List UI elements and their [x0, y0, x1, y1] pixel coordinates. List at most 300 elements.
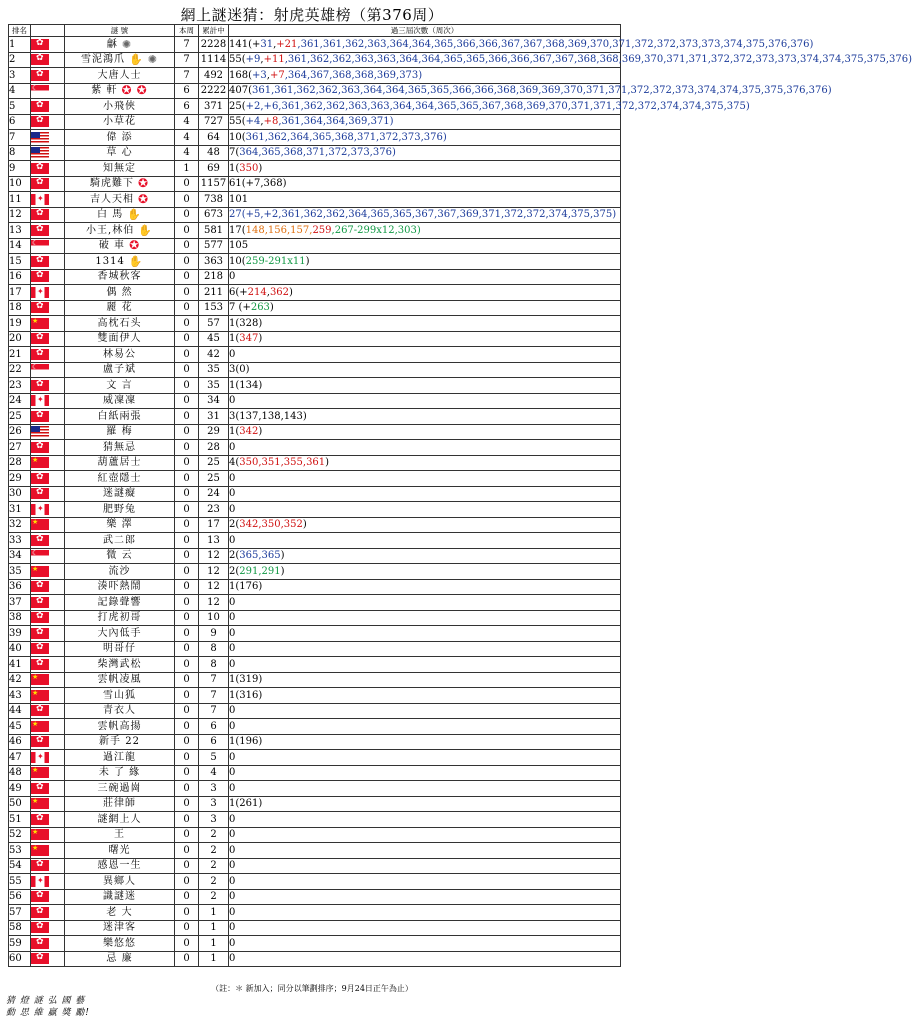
history-cell	[229, 579, 621, 595]
table-row	[9, 641, 621, 657]
total-cell: 738	[199, 192, 229, 208]
week-cell: 0	[175, 858, 199, 874]
name-cell	[65, 424, 175, 440]
table-row	[9, 657, 621, 673]
history-cell	[229, 238, 621, 254]
history-segment: ,364,367,368,368,369,373)	[284, 69, 423, 81]
name-cell	[65, 145, 175, 161]
history-segment: 31	[260, 38, 274, 50]
total-cell: 12	[199, 548, 229, 564]
week-cell: 0	[175, 610, 199, 626]
history-cell	[229, 688, 621, 704]
rank-cell: 31	[9, 502, 31, 518]
week-cell: 0	[175, 362, 199, 378]
name-cell	[65, 626, 175, 642]
name-cell	[65, 781, 175, 797]
flag-icon-hk	[31, 628, 49, 639]
history-segment: 148,156,157,	[245, 224, 313, 236]
name-cell	[65, 564, 175, 580]
flag-icon-hk	[31, 302, 49, 313]
flag-cell	[31, 843, 65, 859]
total-cell: 153	[199, 300, 229, 316]
rank-cell: 4	[9, 83, 31, 99]
rank-cell: 1	[9, 37, 31, 53]
flag-cell	[31, 378, 65, 394]
history-segment: 168(	[229, 69, 252, 81]
history-segment: 1(319)	[229, 674, 263, 686]
flag-cell	[31, 192, 65, 208]
week-cell: 0	[175, 207, 199, 223]
table-row	[9, 936, 621, 952]
table-row	[9, 161, 621, 177]
name-cell	[65, 796, 175, 812]
history-cell	[229, 223, 621, 239]
name-cell	[65, 517, 175, 533]
player-name: 流沙	[108, 565, 131, 577]
flag-cell	[31, 564, 65, 580]
table-row	[9, 672, 621, 688]
flag-icon-hk	[31, 256, 49, 267]
flag-icon-hk	[31, 953, 49, 964]
history-segment: 0	[229, 441, 236, 453]
history-segment: 0	[229, 937, 236, 949]
flag-cell	[31, 533, 65, 549]
history-cell	[229, 750, 621, 766]
player-name: 紅壺隱士	[97, 472, 142, 484]
total-cell: 577	[199, 238, 229, 254]
total-cell: 10	[199, 610, 229, 626]
name-cell	[65, 207, 175, 223]
name-cell	[65, 672, 175, 688]
history-segment: 0	[229, 503, 236, 515]
flag-icon-hk	[31, 488, 49, 499]
history-segment: 6(+	[229, 286, 248, 298]
flag-icon-hk	[31, 163, 49, 174]
table-row	[9, 362, 621, 378]
flag-cell	[31, 440, 65, 456]
flag-icon-hk	[31, 783, 49, 794]
history-cell	[229, 781, 621, 797]
rank-cell: 41	[9, 657, 31, 673]
name-cell	[65, 99, 175, 115]
rank-cell: 44	[9, 703, 31, 719]
player-name: 莊律師	[103, 798, 136, 810]
flag-icon-hk	[31, 473, 49, 484]
history-segment: 350,351,355,361	[239, 457, 326, 469]
table-row	[9, 471, 621, 487]
name-cell	[65, 533, 175, 549]
table-row	[9, 316, 621, 332]
hand-icon: ✋	[128, 254, 144, 268]
header-rank: 排名	[9, 25, 31, 37]
week-cell: 0	[175, 905, 199, 921]
name-cell	[65, 486, 175, 502]
history-segment: )	[302, 519, 307, 531]
total-cell: 1157	[199, 176, 229, 192]
rank-cell: 2	[9, 52, 31, 68]
rank-cell: 13	[9, 223, 31, 239]
name-cell	[65, 471, 175, 487]
flag-cell	[31, 207, 65, 223]
star-icon: ✪	[137, 176, 150, 191]
player-name: 威凜凜	[103, 395, 136, 407]
history-segment: 0	[229, 348, 236, 360]
table-row	[9, 300, 621, 316]
history-cell	[229, 68, 621, 84]
total-cell: 3	[199, 781, 229, 797]
table-row	[9, 548, 621, 564]
rank-cell: 47	[9, 750, 31, 766]
name-cell	[65, 905, 175, 921]
table-row	[9, 951, 621, 967]
name-cell	[65, 161, 175, 177]
flag-icon-hk	[31, 442, 49, 453]
name-cell	[65, 130, 175, 146]
total-cell: 8	[199, 657, 229, 673]
player-name: 王	[114, 829, 125, 841]
table-row	[9, 595, 621, 611]
week-cell: 0	[175, 517, 199, 533]
history-segment: 0	[229, 596, 236, 608]
week-cell: 4	[175, 145, 199, 161]
history-cell	[229, 951, 621, 967]
total-cell: 2	[199, 889, 229, 905]
history-cell	[229, 393, 621, 409]
history-cell	[229, 254, 621, 270]
week-cell: 0	[175, 548, 199, 564]
history-cell	[229, 409, 621, 425]
rank-cell: 39	[9, 626, 31, 642]
week-cell: 0	[175, 734, 199, 750]
history-cell	[229, 858, 621, 874]
total-cell: 3	[199, 812, 229, 828]
history-segment: 105	[229, 240, 249, 252]
hand-icon: ✋	[129, 53, 144, 67]
history-segment: +11	[263, 54, 285, 66]
table-row	[9, 393, 621, 409]
history-cell	[229, 269, 621, 285]
history-segment: 0	[229, 875, 236, 887]
header-name: 謎 號	[65, 25, 175, 37]
total-cell: 2	[199, 874, 229, 890]
table-row	[9, 254, 621, 270]
rank-cell: 26	[9, 424, 31, 440]
name-cell	[65, 316, 175, 332]
table-row	[9, 719, 621, 735]
name-cell	[65, 68, 175, 84]
player-name: 龢	[106, 38, 118, 50]
flag-cell	[31, 812, 65, 828]
total-cell: 8	[199, 641, 229, 657]
table-row	[9, 269, 621, 285]
history-cell	[229, 796, 621, 812]
total-cell: 7	[199, 703, 229, 719]
week-cell: 7	[175, 68, 199, 84]
name-cell	[65, 83, 175, 99]
flag-cell	[31, 719, 65, 735]
history-segment: 0	[229, 472, 236, 484]
header-flag	[31, 25, 65, 37]
rank-cell: 58	[9, 920, 31, 936]
flag-icon-hk	[31, 860, 49, 871]
week-cell: 0	[175, 920, 199, 936]
history-cell	[229, 99, 750, 115]
player-name: 大內低手	[97, 627, 142, 639]
name-cell	[65, 300, 175, 316]
page-title: 網上謎迷猜：射虎英雄榜（第376周）	[180, 6, 444, 24]
total-cell: 13	[199, 533, 229, 549]
history-cell	[229, 378, 621, 394]
flag-cell	[31, 455, 65, 471]
flag-cell	[31, 502, 65, 518]
name-cell	[65, 52, 175, 68]
history-cell	[229, 176, 621, 192]
history-segment: 1(134)	[229, 379, 263, 391]
table-row	[9, 486, 621, 502]
flag-cell	[31, 130, 65, 146]
rank-cell: 34	[9, 548, 31, 564]
player-name: 記錄聲響	[97, 596, 142, 608]
history-segment: 0	[229, 705, 236, 717]
table-row	[9, 796, 621, 812]
history-segment: 1(	[229, 333, 240, 345]
history-segment: 350	[239, 162, 259, 174]
rank-cell: 32	[9, 517, 31, 533]
week-cell: 0	[175, 223, 199, 239]
history-segment: 364,365,368,371,372,373,376)	[239, 147, 396, 159]
week-cell: 0	[175, 424, 199, 440]
table-row	[9, 455, 621, 471]
history-segment: 0	[229, 953, 236, 965]
history-segment: 61(+7,368)	[229, 178, 287, 190]
total-cell: 6	[199, 734, 229, 750]
player-name: 大唐人士	[97, 69, 142, 81]
table-row	[9, 734, 621, 750]
week-cell: 0	[175, 564, 199, 580]
week-cell: 0	[175, 626, 199, 642]
table-row	[9, 238, 621, 254]
flag-cell	[31, 393, 65, 409]
history-segment: 1(	[229, 162, 240, 174]
header-row	[9, 25, 621, 37]
player-name: 樂悠悠	[103, 937, 136, 949]
history-segment: 361,362,364,365,368,371,372,373,376)	[245, 131, 447, 143]
history-segment: ,361,362,362,363,363,364,364,365,365,366,366,367,367,368,368,369,370,371,371,372,372,373,373,374,374,375,375,376)	[284, 54, 912, 66]
week-cell: 6	[175, 99, 199, 115]
flag-cell	[31, 781, 65, 797]
week-cell: 0	[175, 393, 199, 409]
history-segment: 0	[229, 627, 236, 639]
history-segment: 362	[269, 286, 290, 298]
total-cell: 1	[199, 936, 229, 952]
flag-cell	[31, 517, 65, 533]
week-cell: 7	[175, 52, 199, 68]
rank-cell: 10	[9, 176, 31, 192]
flag-cell	[31, 920, 65, 936]
name-cell	[65, 812, 175, 828]
player-name: 破 車	[98, 240, 126, 252]
history-segment: 365,365	[239, 550, 281, 562]
name-cell	[65, 238, 175, 254]
rank-cell: 28	[9, 455, 31, 471]
history-cell	[229, 936, 621, 952]
week-cell: 0	[175, 378, 199, 394]
rank-cell: 35	[9, 564, 31, 580]
player-name: 微 云	[106, 550, 133, 562]
history-cell	[229, 37, 814, 53]
hand-icon: ✋	[138, 223, 153, 237]
player-name: 白紙兩張	[97, 410, 142, 422]
week-cell: 0	[175, 176, 199, 192]
player-name: 羅 梅	[106, 426, 133, 438]
history-segment: 1(261)	[229, 798, 263, 810]
rank-cell: 19	[9, 316, 31, 332]
history-cell	[229, 517, 621, 533]
flag-icon-hk	[31, 922, 49, 933]
history-segment: +7	[269, 69, 285, 81]
flag-cell	[31, 951, 65, 967]
table-row	[9, 114, 621, 130]
flag-cell	[31, 52, 65, 68]
history-cell	[229, 114, 621, 130]
history-segment: 342,350,352	[239, 519, 303, 531]
star-icon: ✪	[121, 83, 133, 98]
flag-cell	[31, 595, 65, 611]
table-row	[9, 765, 621, 781]
history-cell	[229, 207, 621, 223]
leaderboard-table	[8, 24, 912, 967]
history-segment: 0	[229, 844, 236, 856]
history-segment: 0	[229, 658, 236, 670]
total-cell: 371	[199, 99, 229, 115]
flag-cell	[31, 409, 65, 425]
table-row	[9, 688, 621, 704]
week-cell: 0	[175, 951, 199, 967]
rank-cell: 59	[9, 936, 31, 952]
rank-cell: 25	[9, 409, 31, 425]
flag-cell	[31, 68, 65, 84]
rank-cell: 24	[9, 393, 31, 409]
rank-cell: 38	[9, 610, 31, 626]
player-name: 林易公	[103, 348, 136, 360]
history-segment: 3(137,138,143)	[229, 410, 307, 422]
flag-cell	[31, 254, 65, 270]
history-cell	[229, 331, 621, 347]
history-segment: 259-291x11	[245, 255, 306, 267]
player-name: 迷謎癡	[103, 488, 136, 500]
total-cell: 29	[199, 424, 229, 440]
table-row	[9, 37, 621, 53]
total-cell: 1114	[199, 52, 229, 68]
table-row	[9, 424, 621, 440]
table-row	[9, 130, 621, 146]
name-cell	[65, 192, 175, 208]
name-cell	[65, 936, 175, 952]
history-cell	[229, 703, 621, 719]
history-segment: 0	[229, 271, 236, 283]
rank-cell: 8	[9, 145, 31, 161]
total-cell: 35	[199, 378, 229, 394]
history-segment: 0	[229, 643, 236, 655]
flag-icon-cn	[31, 845, 49, 856]
flag-icon-hk	[31, 597, 49, 608]
rank-cell: 6	[9, 114, 31, 130]
week-cell: 0	[175, 781, 199, 797]
total-cell: 12	[199, 595, 229, 611]
flag-icon-sg	[31, 364, 49, 375]
history-segment: 17(	[229, 224, 246, 236]
player-name: 新手 22	[99, 736, 140, 748]
rank-cell: 40	[9, 641, 31, 657]
rank-cell: 20	[9, 331, 31, 347]
total-cell: 1	[199, 951, 229, 967]
table-row	[9, 176, 621, 192]
rank-cell: 22	[9, 362, 31, 378]
player-name: 雙面伊人	[97, 333, 142, 345]
table-row	[9, 192, 621, 208]
flag-icon-hk	[31, 581, 49, 592]
total-cell: 57	[199, 316, 229, 332]
history-cell	[229, 548, 621, 564]
rank-cell: 29	[9, 471, 31, 487]
total-cell: 64	[199, 130, 229, 146]
week-cell: 1	[175, 161, 199, 177]
history-segment: 263	[250, 302, 270, 314]
history-cell	[229, 564, 621, 580]
table-row	[9, 99, 621, 115]
flag-cell	[31, 176, 65, 192]
flag-cell	[31, 424, 65, 440]
rank-cell: 46	[9, 734, 31, 750]
history-segment: 1(176)	[229, 581, 263, 593]
flag-icon-hk	[31, 333, 49, 344]
total-cell: 2	[199, 827, 229, 843]
flag-cell	[31, 889, 65, 905]
history-cell	[229, 719, 621, 735]
player-name: 異鄉人	[103, 875, 136, 887]
week-cell: 0	[175, 300, 199, 316]
star-icon: ✪	[129, 238, 141, 253]
rank-cell: 11	[9, 192, 31, 208]
player-name: 偉 添	[106, 131, 133, 143]
player-name: 香城秋客	[97, 271, 142, 283]
player-name: 高枕石头	[97, 317, 142, 329]
history-segment: 0	[229, 395, 236, 407]
total-cell: 7	[199, 688, 229, 704]
star-icon: ✪	[137, 191, 150, 206]
total-cell: 31	[199, 409, 229, 425]
table-row	[9, 858, 621, 874]
flag-icon-cn	[31, 721, 49, 732]
player-name: 葫蘆居士	[97, 457, 142, 469]
name-cell	[65, 455, 175, 471]
rank-cell: 52	[9, 827, 31, 843]
week-cell: 0	[175, 269, 199, 285]
history-segment: ,	[260, 116, 264, 128]
flag-cell	[31, 114, 65, 130]
flag-cell	[31, 796, 65, 812]
rank-cell: 60	[9, 951, 31, 967]
player-name: 雲帆高揚	[97, 720, 142, 732]
player-name: 三碗過崗	[97, 782, 142, 794]
name-cell	[65, 610, 175, 626]
player-name: 猜無忌	[103, 441, 136, 453]
history-segment: +9	[245, 54, 261, 66]
player-name: 感恩一生	[97, 860, 142, 872]
flag-icon-ca	[31, 395, 49, 406]
history-segment: 55(	[229, 116, 246, 128]
flag-cell	[31, 145, 65, 161]
